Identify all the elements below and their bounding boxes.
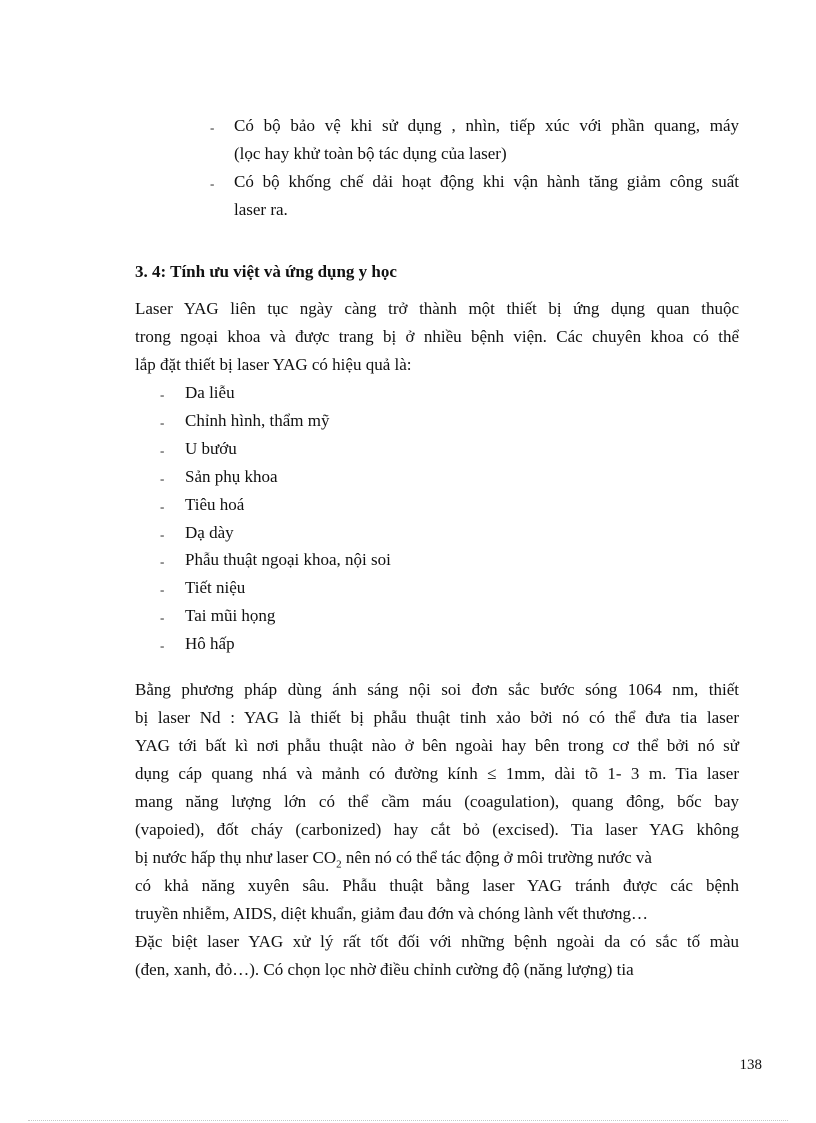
closing-line-2: (đen, xanh, đỏ…). Có chọn lọc nhờ điều chỉnh cường độ (năng lượng) tia bbox=[135, 960, 634, 979]
list-item: Phẫu thuật ngoại khoa, nội soi bbox=[185, 550, 391, 569]
closing-line-1: Đặc biệt laser YAG xử lý rất tốt đối với những bệnh ngoài da có sắc tố màu bbox=[135, 932, 739, 951]
bullet-mark: - bbox=[160, 582, 165, 597]
bullet-mark: - bbox=[160, 415, 165, 430]
list-item: Chỉnh hình, thẩm mỹ bbox=[185, 411, 330, 430]
co2-line-end: nên nó có thể tác động ở môi trường nước và bbox=[341, 848, 652, 867]
page-number: 138 bbox=[739, 1057, 762, 1073]
bullet-mark: - bbox=[160, 527, 165, 542]
footer-divider bbox=[28, 1120, 788, 1121]
bullet-mark: - bbox=[160, 638, 165, 653]
bullet-mark: - bbox=[210, 120, 215, 135]
intro-line-1: Laser YAG liên tục ngày càng trở thành một thiết bị ứng dụng quan thuộc bbox=[135, 299, 739, 318]
body-line-9: truyền nhiễm, AIDS, diệt khuẩn, giảm đau đớn và chóng lành vết thương… bbox=[135, 904, 649, 923]
body-line-3: YAG tới bất kì nơi phẫu thuật nào ở bên ngoài hay bên trong cơ thể bởi nó sử bbox=[135, 736, 739, 755]
list-item: Sản phụ khoa bbox=[185, 467, 278, 486]
body-line-6: (vapoied), đốt cháy (carbonized) hay cắt bỏ (excised). Tia laser YAG không bbox=[135, 820, 739, 839]
top-bullet-1-line-1: Có bộ bảo vệ khi sử dụng , nhìn, tiếp xúc với phần quang, máy bbox=[234, 116, 739, 135]
top-bullet-2-line-2: laser ra. bbox=[234, 200, 288, 219]
bullet-mark: - bbox=[160, 471, 165, 486]
body-line-4: dụng cáp quang nhá và mảnh có đường kính ≤ 1mm, dài tõ 1- 3 m. Tia laser bbox=[135, 764, 739, 783]
list-item: Tiết niệu bbox=[185, 578, 246, 597]
list-item: Hô hấp bbox=[185, 634, 235, 653]
list-item: Tiêu hoá bbox=[185, 495, 245, 514]
top-bullet-1-line-2: (lọc hay khử toàn bộ tác dụng của laser) bbox=[234, 144, 507, 163]
body-line-8: có khả năng xuyên sâu. Phẫu thuật bằng laser YAG tránh được các bệnh bbox=[135, 876, 739, 895]
list-item: Dạ dày bbox=[185, 523, 234, 542]
bullet-mark: - bbox=[160, 554, 165, 569]
bullet-mark: - bbox=[160, 387, 165, 402]
section-heading: 3. 4: Tính ưu việt và ứng dụng y học bbox=[135, 262, 397, 281]
bullet-mark: - bbox=[210, 176, 215, 191]
body-line-2: bị laser Nd : YAG là thiết bị phẫu thuật tinh xảo bởi nó có thể đưa tia laser bbox=[135, 708, 739, 727]
co2-subscript: 2 bbox=[336, 858, 342, 871]
body-line-co2 bbox=[135, 847, 739, 875]
bullet-mark: - bbox=[160, 443, 165, 458]
bullet-mark: - bbox=[160, 499, 165, 514]
body-line-5: mang năng lượng lớn có thể cầm máu (coagulation), quang đông, bốc bay bbox=[135, 792, 739, 811]
bullet-mark: - bbox=[160, 610, 165, 625]
intro-line-3: lắp đặt thiết bị laser YAG có hiệu quả là: bbox=[135, 355, 412, 374]
top-bullet-2-line-1: Có bộ khống chế dải hoạt động khi vận hành tăng giảm công suất bbox=[234, 172, 739, 191]
list-item: U bướu bbox=[185, 439, 237, 458]
co2-line-start: bị nước hấp thụ như laser CO bbox=[135, 848, 337, 867]
body-line-1: Bằng phương pháp dùng ánh sáng nội soi đơn sắc bước sóng 1064 nm, thiết bbox=[135, 680, 739, 699]
intro-line-2: trong ngoại khoa và được trang bị ở nhiều bệnh viện. Các chuyên khoa có thể bbox=[135, 327, 739, 346]
list-item: Da liễu bbox=[185, 383, 235, 402]
list-item: Tai mũi họng bbox=[185, 606, 276, 625]
